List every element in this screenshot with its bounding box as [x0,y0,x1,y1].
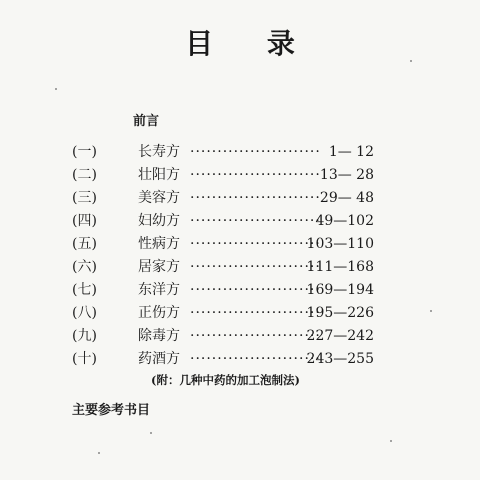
toc-pages: 49—102 [315,213,374,229]
toc-title: 居家方 [138,259,180,275]
toc-number: (七) [72,282,97,298]
toc-title: 正伤方 [138,305,180,321]
toc-pages: 13— 28 [319,167,374,183]
toc-pages: 111—168 [306,259,374,275]
dot-leader: ························ [190,282,321,298]
toc-row [0,187,480,209]
toc-title: 美容方 [138,190,180,206]
toc-pages: 1— 12 [328,144,374,160]
toc-number: (九) [72,328,97,344]
toc-pages: 195—226 [306,305,374,321]
toc-title: 壮阳方 [138,167,180,183]
references-entry: 主要参考书目 [72,403,151,418]
scan-speck [150,432,152,434]
toc-title: 东洋方 [138,282,180,298]
toc-row [0,302,480,324]
scan-speck [55,88,57,90]
toc-title: 药酒方 [138,351,180,367]
toc-number: (二) [72,167,97,183]
scan-speck [98,452,100,454]
appendix-note: (附：几种中药的加工泡制法) [151,373,300,387]
dot-leader: ························ [190,259,321,275]
toc-pages: 169—194 [306,282,374,298]
toc-title: 妇幼方 [138,213,180,229]
dot-leader: ························ [190,167,321,183]
dot-leader: ························ [190,213,321,229]
toc-number: (三) [72,190,97,206]
scan-speck [410,60,412,62]
toc-number: (四) [72,213,97,229]
toc-pages: 29— 48 [319,190,374,206]
toc-pages: 227—242 [306,328,374,344]
scan-speck [430,310,432,312]
toc-row [0,256,480,278]
toc-row [0,348,480,370]
dot-leader: ························ [190,328,321,344]
toc-row [0,233,480,255]
toc-row [0,141,480,163]
toc-number: (十) [72,351,97,367]
toc-title: 性病方 [138,236,180,252]
dot-leader: ························ [190,351,321,367]
toc-title: 长寿方 [138,144,180,160]
toc-row [0,279,480,301]
toc-row [0,325,480,347]
toc-pages: 103—110 [306,236,374,252]
dot-leader: ························ [190,236,321,252]
preface-entry: 前言 [133,114,160,129]
toc-pages: 243—255 [306,351,374,367]
toc-title: 除毒方 [138,328,180,344]
toc-number: (一) [72,144,97,160]
scan-speck [390,440,392,442]
page-title: 目 录 [185,27,317,60]
toc-number: (五) [72,236,97,252]
toc-row [0,210,480,232]
dot-leader: ························ [190,305,321,321]
toc-number: (六) [72,259,97,275]
toc-row [0,164,480,186]
dot-leader: ························ [190,144,321,160]
dot-leader: ························ [190,190,321,206]
toc-number: (八) [72,305,97,321]
